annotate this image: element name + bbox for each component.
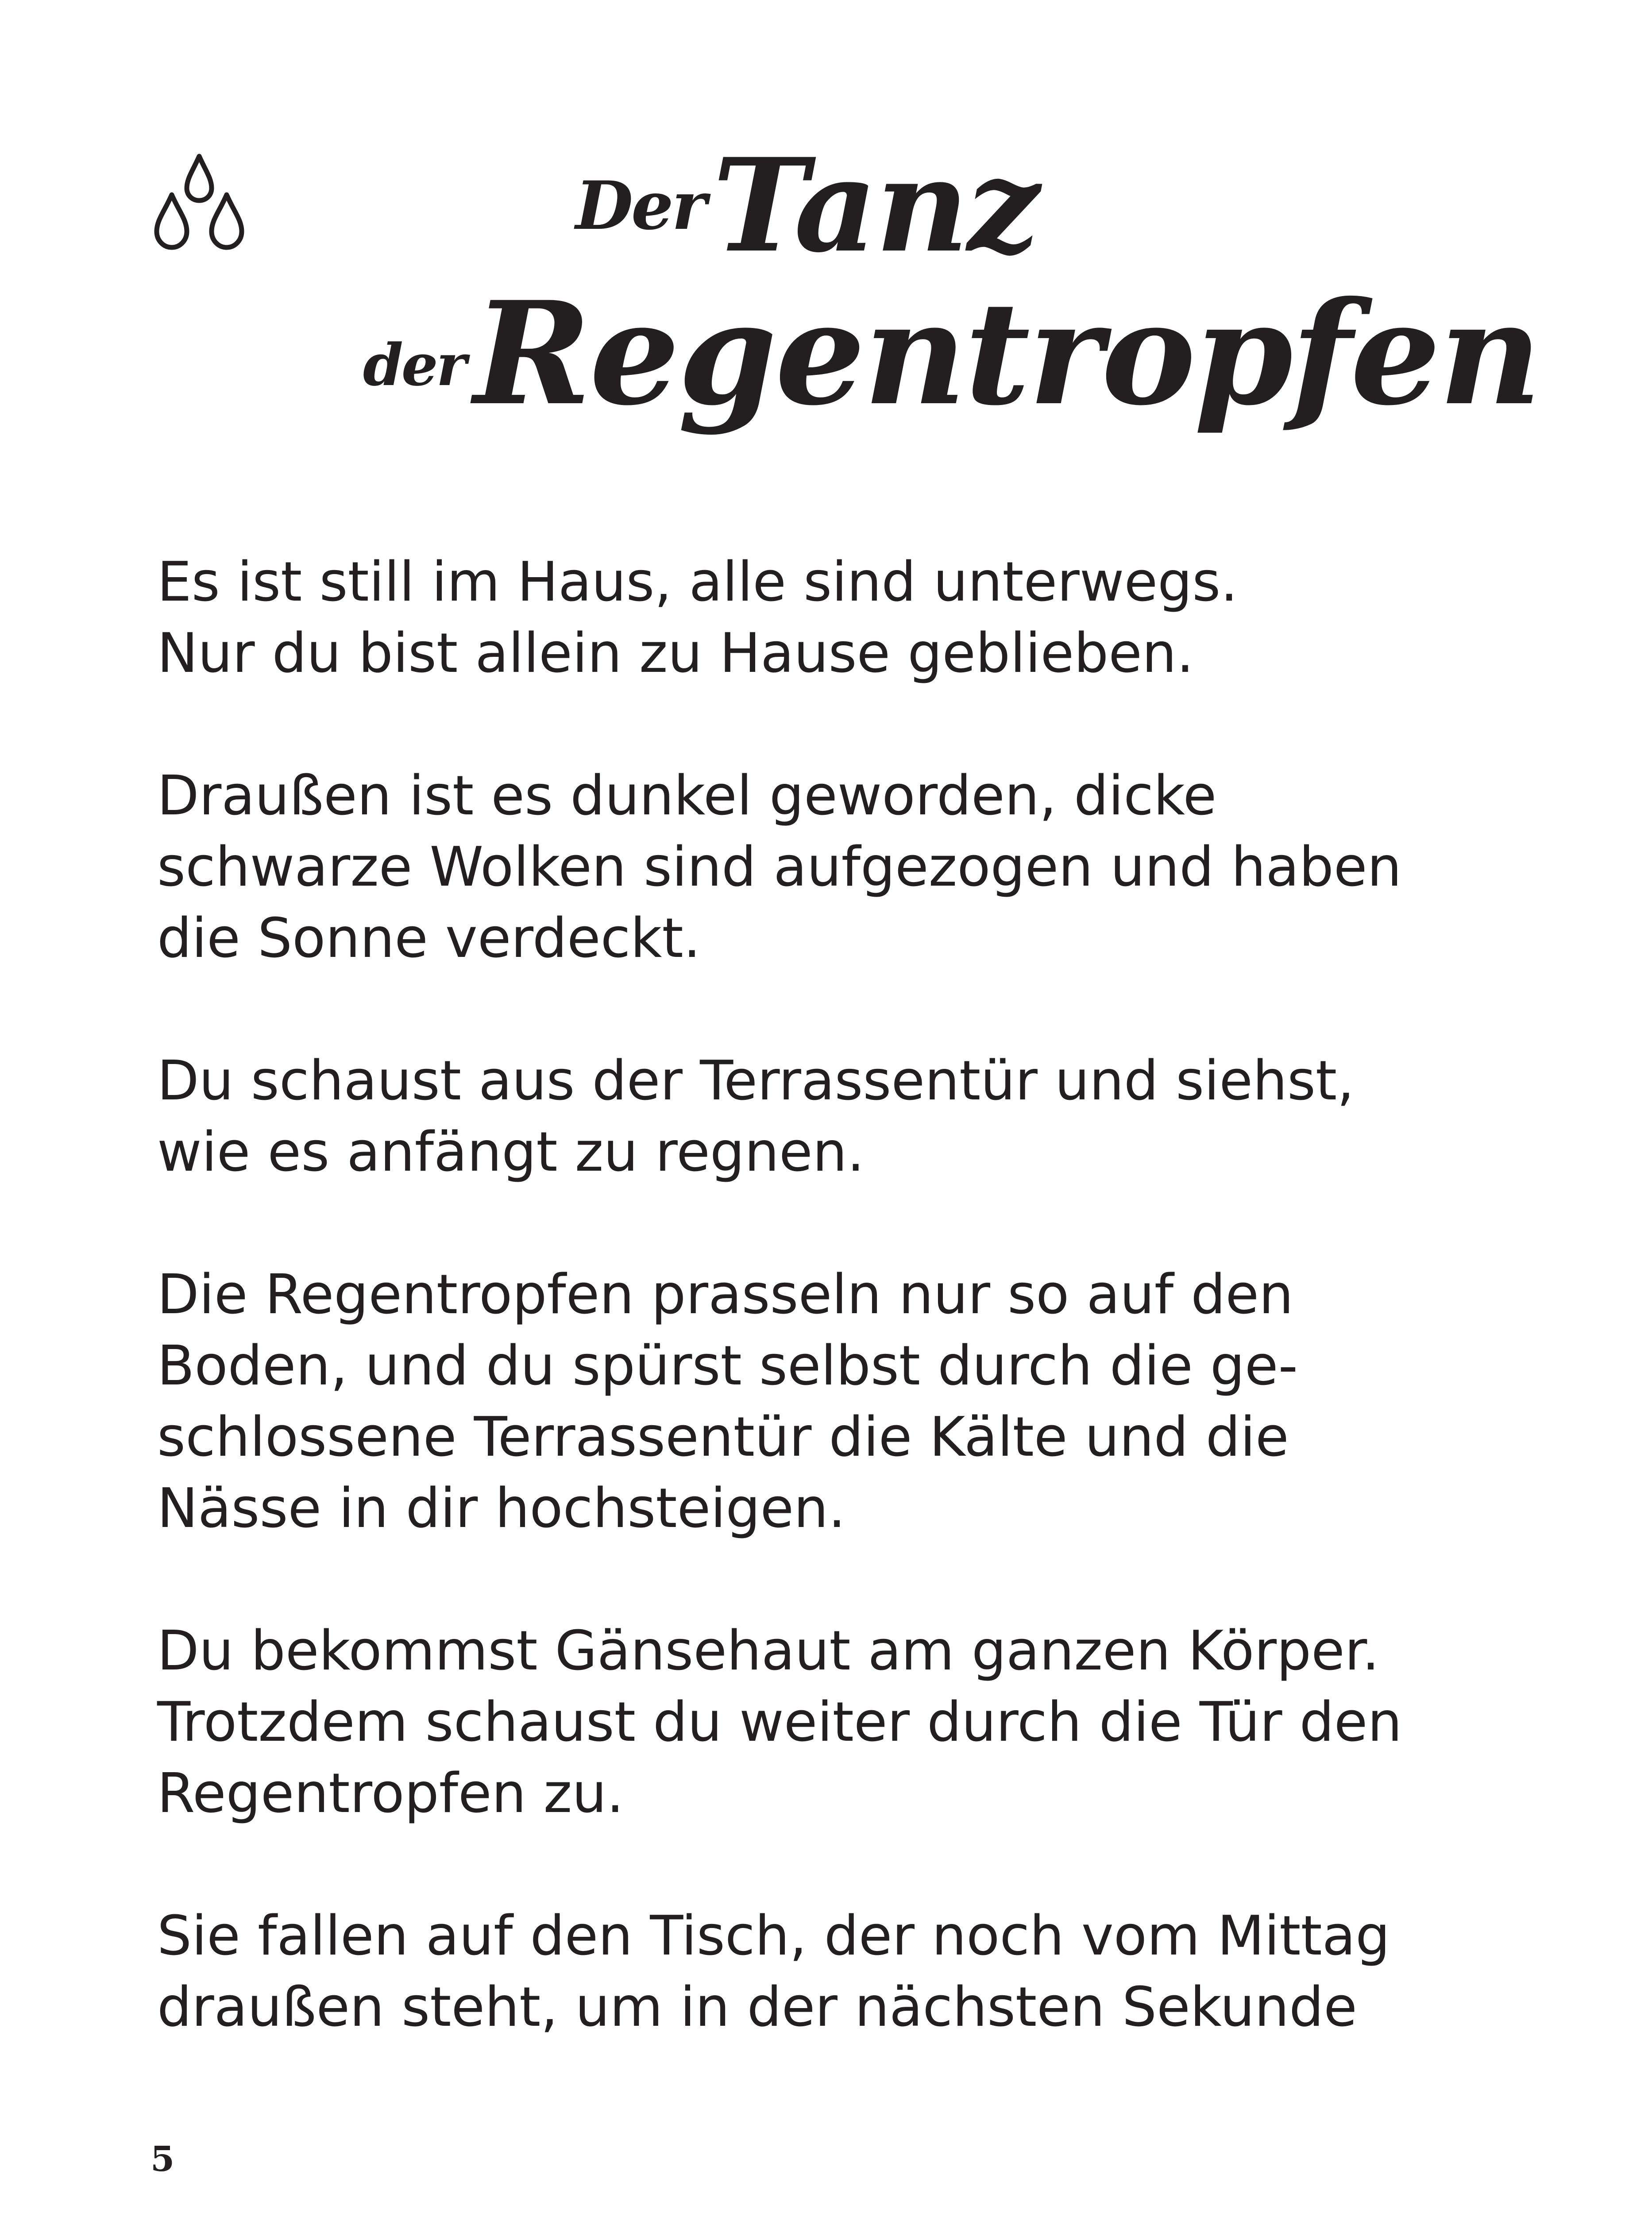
text-line: schwarze Wolken sind aufgezogen und haben	[157, 836, 1402, 899]
text-line: Trotzdem schaust du weiter durch die Tür den	[157, 1691, 1402, 1754]
text-line: schlossene Terrassentür die Kälte und die	[157, 1406, 1289, 1469]
title-word-regentropfen: Regentropfen	[474, 271, 1540, 437]
text-line: Sie fallen auf den Tisch, der noch vom Mittag	[157, 1905, 1390, 1968]
page-title	[0, 131, 1652, 491]
page-number: 5	[151, 2139, 175, 2179]
text-line: Du bekommst Gänsehaut am ganzen Körper.	[157, 1619, 1380, 1683]
paragraph	[157, 1615, 1529, 1829]
text-line: Du schaust aus der Terrassentür und siehst,	[157, 1049, 1355, 1113]
title-word-der-small: der	[363, 331, 465, 399]
paragraph	[157, 547, 1529, 689]
text-line: Regentropfen zu.	[157, 1762, 624, 1825]
title-word-tanz: Tanz	[713, 131, 1038, 281]
paragraph	[157, 1901, 1529, 2043]
paragraph	[157, 760, 1529, 974]
text-line: wie es anfängt zu regnen.	[157, 1121, 865, 1184]
text-line: Nur du bist allein zu Hause geblieben.	[157, 622, 1194, 685]
text-line: Boden, und du spürst selbst durch die ge-	[157, 1334, 1298, 1398]
text-line: Nässe in dir hochsteigen.	[157, 1477, 846, 1540]
text-line: die Sonne verdeckt.	[157, 907, 701, 970]
paragraph	[157, 1045, 1529, 1188]
title-word-der: Der	[575, 167, 705, 245]
paragraph	[157, 1259, 1529, 1544]
text-line: Draußen ist es dunkel geworden, dicke	[157, 764, 1217, 828]
text-line: Es ist still im Haus, alle sind unterwegs.	[157, 551, 1238, 614]
story-text	[157, 547, 1529, 2114]
text-line: Die Regentropfen prasseln nur so auf den	[157, 1263, 1293, 1326]
text-line: draußen steht, um in der nächsten Sekunde	[157, 1976, 1357, 2039]
